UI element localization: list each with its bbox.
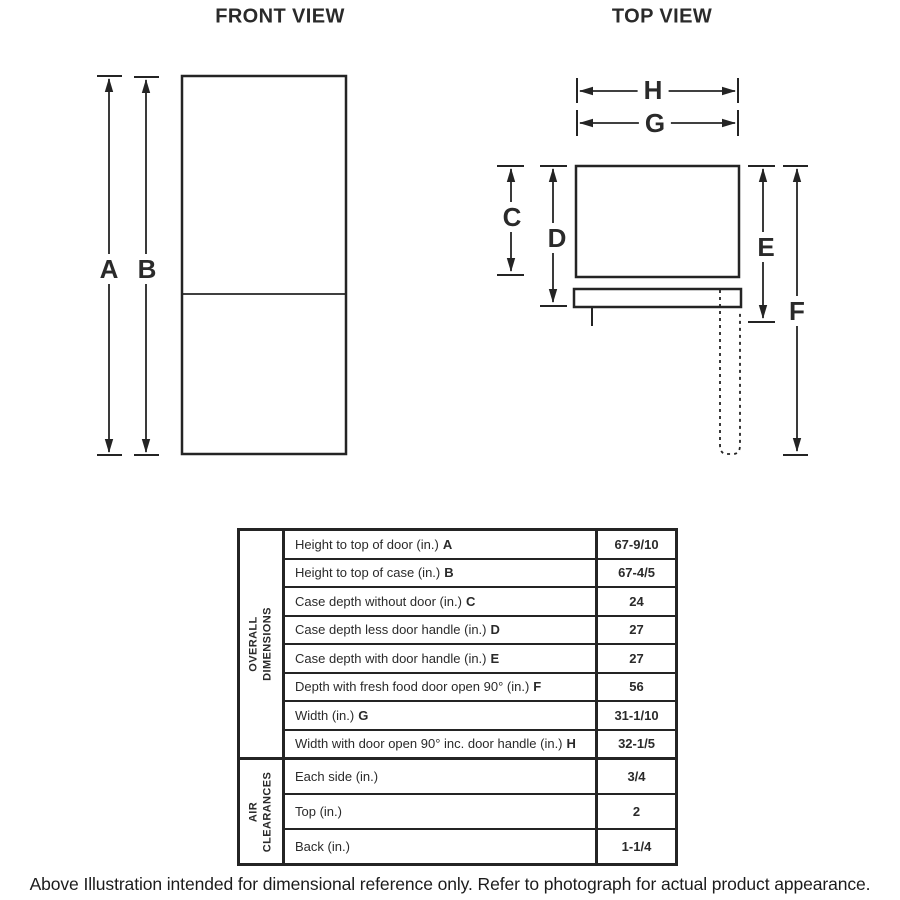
table-row xyxy=(285,731,675,758)
dim-label-g: G xyxy=(639,108,671,138)
row-label: Top (in.) xyxy=(295,804,342,819)
dim-label-f: F xyxy=(783,296,811,326)
row-label: Height to top of door (in.) xyxy=(295,536,439,552)
row-key: B xyxy=(444,565,454,581)
row-value: 67-4/5 xyxy=(618,565,655,581)
table-row xyxy=(285,531,675,560)
top-view-door-outline xyxy=(574,289,741,307)
row-label: Height to top of case (in.) xyxy=(295,565,441,581)
row-value: 27 xyxy=(629,650,644,666)
row-value: 2 xyxy=(632,804,641,819)
table-row xyxy=(285,588,675,617)
table-row xyxy=(285,795,675,830)
overall-dimensions-header xyxy=(240,531,285,757)
dim-label-e: E xyxy=(751,232,780,262)
row-value: 31-1/10 xyxy=(614,707,659,723)
row-value: 56 xyxy=(629,679,644,695)
table-row xyxy=(285,830,675,863)
row-label: Each side (in.) xyxy=(295,769,379,784)
dim-label-c: C xyxy=(497,202,528,232)
table-row xyxy=(285,560,675,589)
air-clearances-section xyxy=(240,760,675,863)
row-value: 67-9/10 xyxy=(614,536,659,552)
row-label: Width (in.) xyxy=(295,707,355,723)
row-value: 32-1/5 xyxy=(618,736,655,752)
row-value: 24 xyxy=(629,593,644,609)
row-key: F xyxy=(533,679,542,695)
row-key: E xyxy=(490,650,500,666)
overall-header-line2: DIMENSIONS xyxy=(262,607,274,681)
table-row xyxy=(285,617,675,646)
row-label: Case depth with door handle (in.) xyxy=(295,650,487,666)
row-key: H xyxy=(566,736,576,752)
top-view-case-outline xyxy=(576,166,739,277)
row-value: 1-1/4 xyxy=(621,839,652,854)
air-header-line2: CLEARANCES xyxy=(262,771,274,852)
table-row xyxy=(285,645,675,674)
dim-label-h: H xyxy=(638,75,669,105)
disclaimer-caption: Above Illustration intended for dimensional reference only. Refer to photograph for actual product appearance. xyxy=(29,874,871,894)
table-row xyxy=(285,702,675,731)
overall-dimensions-section xyxy=(240,531,675,760)
row-label: Depth with fresh food door open 90° (in.) xyxy=(295,679,530,695)
air-header-line1: AIR xyxy=(247,801,260,822)
row-key: A xyxy=(442,536,453,552)
row-key: D xyxy=(490,622,500,638)
row-label: Case depth without door (in.) xyxy=(295,593,462,609)
dim-label-a: A xyxy=(94,254,125,284)
top-view-title: TOP VIEW xyxy=(611,5,713,28)
dim-label-b: B xyxy=(132,254,163,284)
air-clearances-header xyxy=(240,760,285,863)
row-key: G xyxy=(358,707,369,723)
table-row xyxy=(285,760,675,795)
top-view-open-door-dashed-outline xyxy=(720,290,740,454)
row-value: 3/4 xyxy=(627,769,646,784)
dim-label-d: D xyxy=(542,223,573,253)
front-view-title: FRONT VIEW xyxy=(215,5,345,28)
dimensions-table xyxy=(237,528,678,866)
overall-header-line1: OVERALL xyxy=(247,616,260,672)
table-row xyxy=(285,674,675,703)
row-value: 27 xyxy=(629,622,644,638)
row-label: Back (in.) xyxy=(295,839,350,854)
row-key: C xyxy=(465,593,476,609)
row-label: Width with door open 90° inc. door handle (in.) xyxy=(295,736,563,752)
row-label: Case depth less door handle (in.) xyxy=(295,622,487,638)
front-view-cabinet-outline xyxy=(182,76,346,454)
